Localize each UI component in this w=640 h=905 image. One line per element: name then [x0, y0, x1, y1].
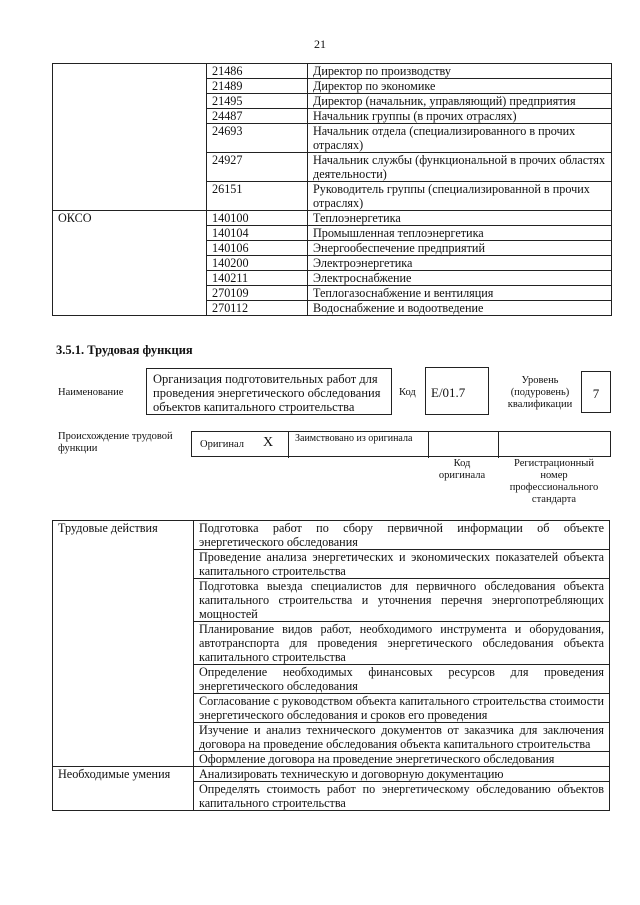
actions-table — [52, 520, 610, 811]
codes-code-cell: 140106 — [207, 241, 308, 256]
codes-code-cell: 140200 — [207, 256, 308, 271]
labor-action-item: Определение необходимых финансовых ресурсов для проведения энергетического обследования — [194, 665, 610, 694]
function-name-value: Организация подготовительных работ для проведения энергетического обследования объектов капитального строительства — [146, 368, 392, 415]
codes-code-cell: 140104 — [207, 226, 308, 241]
page-number: 21 — [314, 37, 326, 51]
actions-row — [53, 767, 610, 782]
codes-name-cell: Водоснабжение и водоотведение — [308, 301, 612, 316]
codes-name-cell: Директор по экономике — [308, 79, 612, 94]
labor-action-item: Подготовка выезда специалистов для первичного обследования объекта капитального строительства и уточнения перечня энергопотребляющих мощностей — [194, 579, 610, 622]
codes-code-cell: 140211 — [207, 271, 308, 286]
codes-group-cell — [53, 64, 207, 211]
level-value: 7 — [581, 371, 611, 413]
codes-code-cell: 140100 — [207, 211, 308, 226]
codes-table — [52, 63, 612, 316]
codes-code-cell: 21495 — [207, 94, 308, 109]
code-label: Код — [399, 387, 416, 398]
codes-row — [53, 64, 612, 79]
name-label: Наименование — [58, 387, 124, 398]
actions-row — [53, 521, 610, 550]
codes-name-cell: Директор (начальник, управляющий) предприятия — [308, 94, 612, 109]
codes-code-cell: 270112 — [207, 301, 308, 316]
codes-row — [53, 211, 612, 226]
labor-action-item: Согласование с руководством объекта капитального строительства стоимости энергетического обследования и сроков его проведения — [194, 694, 610, 723]
reg-number-label: Регистрационный номер профессионального стандарта — [509, 458, 599, 505]
codes-name-cell: Электроснабжение — [308, 271, 612, 286]
origin-row — [191, 431, 611, 457]
codes-name-cell: Начальник отдела (специализированного в прочих отраслях) — [308, 124, 612, 153]
original-label: Оригинал — [200, 439, 244, 450]
original-mark: X — [263, 435, 274, 450]
level-label: Уровень (подуровень) квалификации — [507, 375, 573, 410]
function-code-value: E/01.7 — [425, 367, 489, 415]
codes-name-cell: Электроэнергетика — [308, 256, 612, 271]
codes-name-cell: Начальник службы (функциональной в прочих областях деятельности) — [308, 153, 612, 182]
codes-code-cell: 21486 — [207, 64, 308, 79]
borrowed-label: Заимствовано из оригинала — [295, 433, 413, 444]
labor-action-item: Изучение и анализ технического документов от заказчика для заключения договора на проведение обследования объекта капитального строительства — [194, 723, 610, 752]
labor-action-item: Подготовка работ по сбору первичной информации об объекте энергетического обследования — [194, 521, 610, 550]
codes-code-cell: 26151 — [207, 182, 308, 211]
codes-name-cell: Руководитель группы (специализированной в прочих отраслях) — [308, 182, 612, 211]
codes-code-cell: 24693 — [207, 124, 308, 153]
section-title: 3.5.1. Трудовая функция — [56, 343, 193, 357]
codes-code-cell: 24927 — [207, 153, 308, 182]
codes-code-cell: 21489 — [207, 79, 308, 94]
skill-item: Анализировать техническую и договорную документацию — [194, 767, 610, 782]
codes-name-cell: Энергообеспечение предприятий — [308, 241, 612, 256]
codes-group-cell: ОКСО — [53, 211, 207, 316]
codes-code-cell: 270109 — [207, 286, 308, 301]
skills-label: Необходимые умения — [53, 767, 194, 811]
codes-name-cell: Теплогазоснабжение и вентиляция — [308, 286, 612, 301]
codes-name-cell: Директор по производству — [308, 64, 612, 79]
labor-actions-label: Трудовые действия — [53, 521, 194, 767]
reg-number-cell — [499, 432, 612, 458]
origin-label: Происхождение трудовой функции — [58, 431, 173, 454]
labor-action-item: Проведение анализа энергетических и экономических показателей объекта капитального строительства — [194, 550, 610, 579]
skill-item: Определять стоимость работ по энергетическому обследованию объектов капитального строительства — [194, 782, 610, 811]
labor-action-item: Планирование видов работ, необходимого инструмента и оборудования, автотранспорта для проведения энергетического обследования объекта капитального строительства — [194, 622, 610, 665]
original-cell — [192, 432, 289, 458]
labor-action-item: Оформление договора на проведение энергетического обследования — [194, 752, 610, 767]
codes-name-cell: Начальник группы (в прочих отраслях) — [308, 109, 612, 124]
codes-code-cell: 24487 — [207, 109, 308, 124]
codes-name-cell: Теплоэнергетика — [308, 211, 612, 226]
borrowed-cell — [289, 432, 429, 458]
code-original-label: Код оригинала — [438, 458, 486, 481]
codes-name-cell: Промышленная теплоэнергетика — [308, 226, 612, 241]
original-code-cell — [429, 432, 499, 458]
